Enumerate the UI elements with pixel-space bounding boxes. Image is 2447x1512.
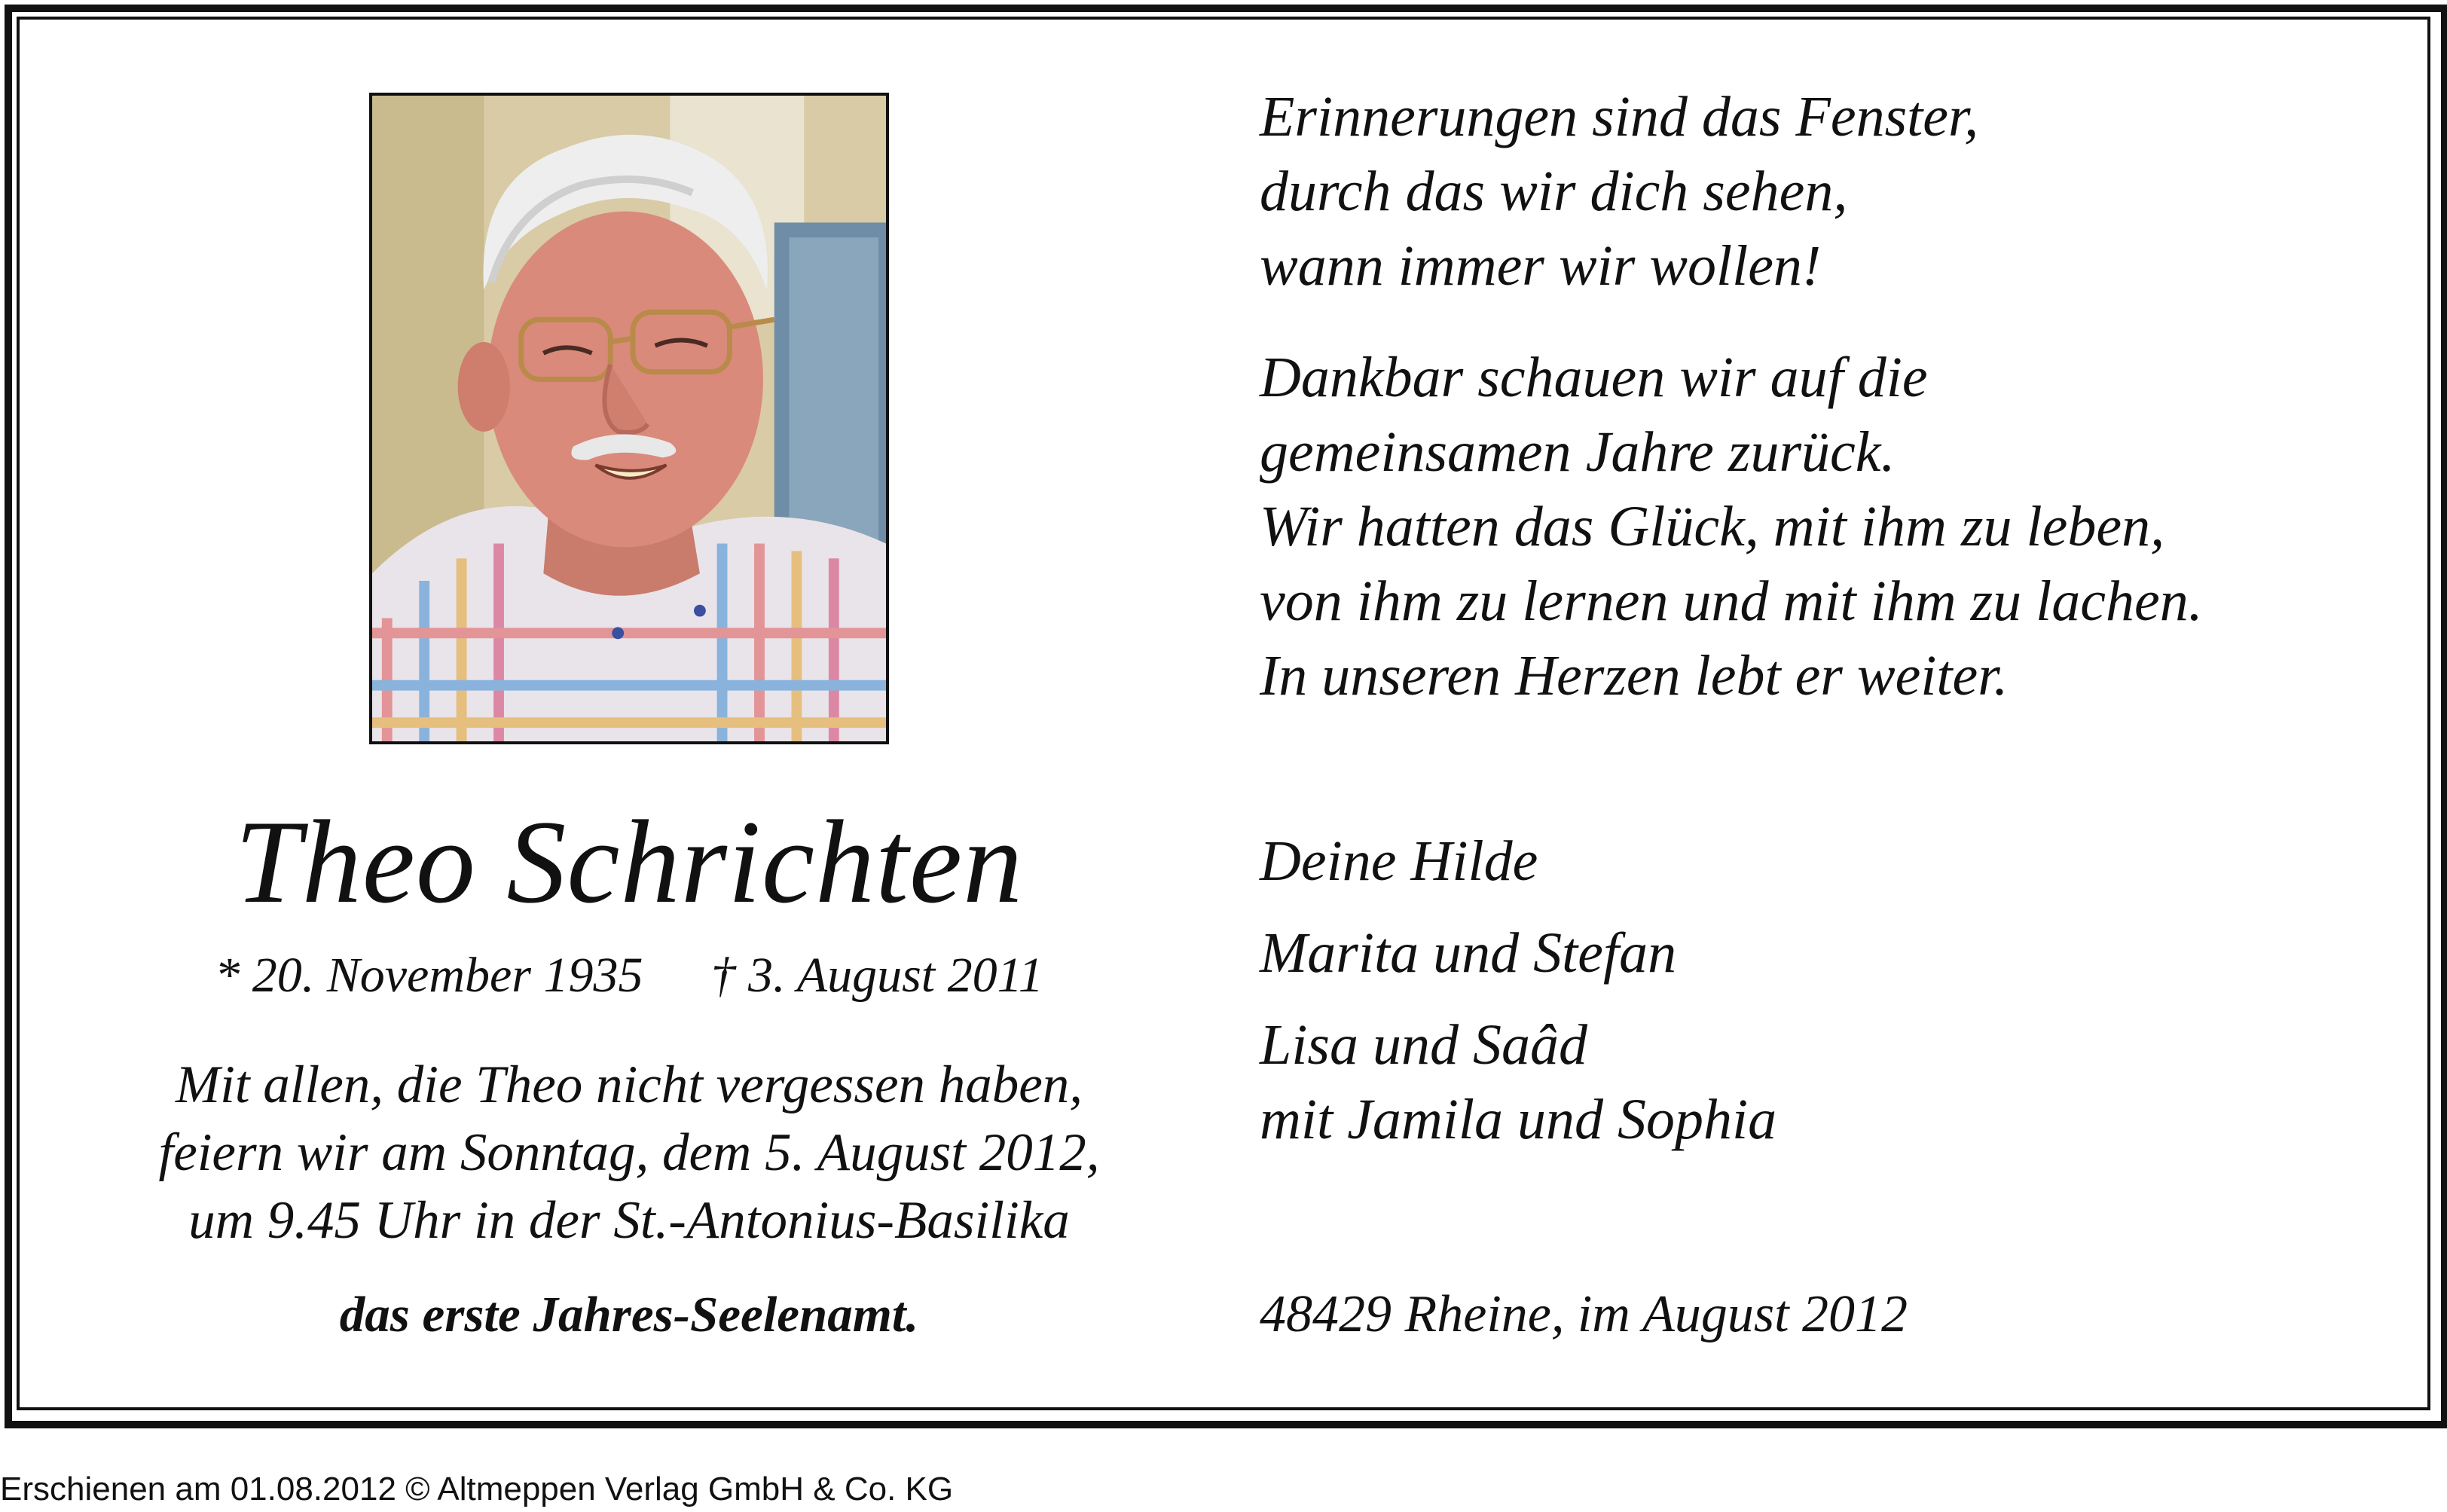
poem-line: Wir hatten das Glück, mit ihm zu leben, bbox=[1260, 495, 2165, 558]
death-date: † 3. August 2011 bbox=[710, 948, 1043, 1003]
poem-line: In unseren Herzen lebt er weiter. bbox=[1260, 644, 2009, 707]
invitation-line: um 9.45 Uhr in der St.-Antonius-Basilika bbox=[188, 1191, 1070, 1250]
family-member-line: Marita und Stefan bbox=[1260, 921, 1677, 985]
poem-line: Erinnerungen sind das Fenster, bbox=[1260, 85, 1979, 148]
family-member-line: Lisa und Saâd bbox=[1260, 1013, 1587, 1077]
publication-footer: Erschienen am 01.08.2012 © Altmeppen Verlag GmbH & Co. KG bbox=[0, 1471, 954, 1507]
portrait-photo-icon bbox=[369, 93, 889, 744]
family-member-line: Deine Hilde bbox=[1260, 829, 1538, 893]
memorial-service-title: das erste Jahres-Seelenamt. bbox=[339, 1287, 919, 1342]
poem-line: gemeinsamen Jahre zurück. bbox=[1260, 420, 1896, 484]
portrait-illustration bbox=[372, 96, 886, 741]
invitation-line: Mit allen, die Theo nicht vergessen haben, bbox=[175, 1055, 1083, 1114]
family-member-line: mit Jamila und Sophia bbox=[1260, 1088, 1777, 1151]
deceased-name: Theo Schrichten bbox=[234, 796, 1024, 928]
memorial-invitation bbox=[68, 1051, 1190, 1254]
invitation-line: feiern wir am Sonntag, dem 5. August 2012, bbox=[158, 1123, 1100, 1182]
poem-line: von ihm zu lernen und mit ihm zu lachen. bbox=[1260, 570, 2203, 633]
poem-stanza-1 bbox=[1260, 80, 1978, 304]
poem-stanza-2 bbox=[1260, 341, 2203, 713]
birth-date: * 20. November 1935 bbox=[215, 948, 643, 1003]
life-dates bbox=[90, 942, 1168, 1010]
place-and-date: 48429 Rheine, im August 2012 bbox=[1260, 1285, 1908, 1343]
poem-line: Dankbar schauen wir auf die bbox=[1260, 346, 1928, 409]
poem-line: durch das wir dich sehen, bbox=[1260, 160, 1848, 223]
poem-line: wann immer wir wollen! bbox=[1260, 234, 1822, 298]
